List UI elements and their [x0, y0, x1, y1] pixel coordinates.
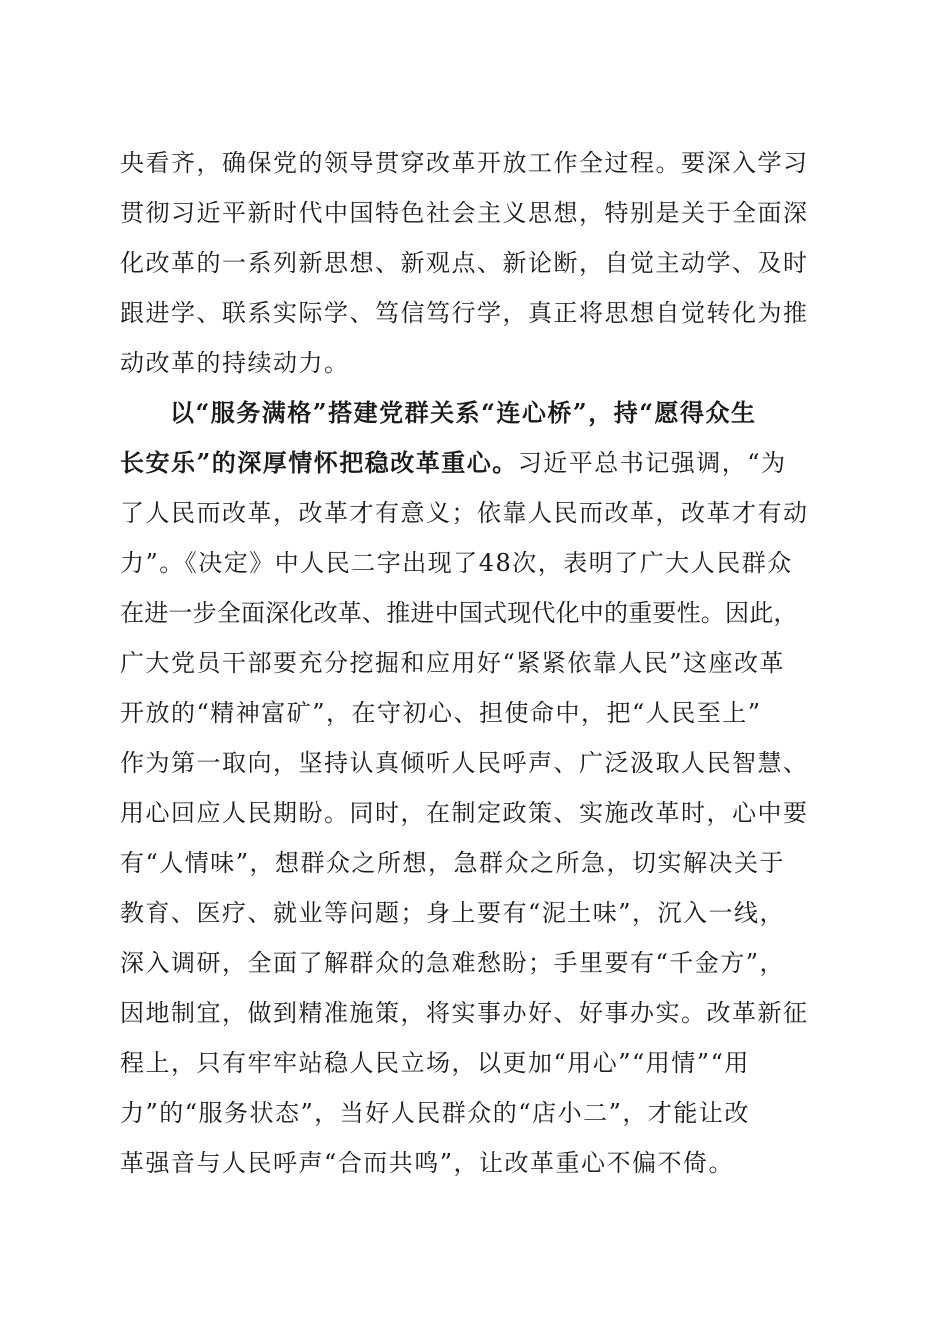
paragraph2-line-13: 因地制宜，做到精准施策，将实事办好、好事办实。改革新征 — [120, 999, 809, 1027]
paragraph2-line-12: 深入调研，全面了解群众的急难愁盼；手里要有“千金方”， — [120, 949, 786, 977]
paragraph2-line-5: 在进一步全面深化改革、推进中国式现代化中的重要性。因此， — [120, 599, 798, 627]
paragraph2-line-3: 了人民而改革，改革才有意义；依靠人民而改革，改革才有动 — [120, 499, 809, 527]
paragraph1-line-1: 央看齐，确保党的领导贯穿改革开放工作全过程。要深入学习 — [120, 149, 809, 177]
paragraph2-line-14: 程上，只有牢牢站稳人民立场，以更加“用心”“用情”“用 — [120, 1049, 750, 1077]
paragraph2-line-2 — [120, 438, 840, 488]
paragraph1-line-3: 化改革的一系列新思想、新观点、新论断，自觉主动学、及时 — [120, 249, 809, 277]
paragraph2-line-6: 广大党员干部要充分挖掘和应用好“紧紧依靠人民”这座改革 — [120, 649, 786, 677]
paragraph2-line-16: 革强音与人民呼声“合而共鸣”，让改革重心不偏不倚。 — [120, 1149, 735, 1177]
paragraph2-line-7: 开放的“精神富矿”，在守初心、担使命中，把“人民至上” — [120, 699, 762, 727]
paragraph2-line-9: 用心回应人民期盼。同时，在制定政策、实施改革时，心中要 — [120, 799, 809, 827]
paragraph2-line-2-rest: 习近平总书记强调，“为 — [517, 449, 787, 477]
paragraph2-heading-line-2: 长安乐”的深厚情怀把稳改革重心。 — [120, 448, 518, 477]
paragraph2-line-11: 教育、医疗、就业等问题；身上要有“泥土味”，沉入一线， — [120, 899, 786, 927]
body-text — [120, 138, 840, 1188]
paragraph1-line-5: 动改革的持续动力。 — [120, 349, 350, 377]
paragraph1-line-2: 贯彻习近平新时代中国特色社会主义思想，特别是关于全面深 — [120, 199, 809, 227]
paragraph2-line-15: 力”的“服务状态”，当好人民群众的“店小二”，才能让改 — [120, 1099, 750, 1127]
paragraph2-line-4: 力”。《决定》中人民二字出现了48次，表明了广大人民群众 — [120, 549, 793, 577]
paragraph2-heading-line-1: 以“服务满格”搭建党群关系“连心桥”，持“愿得众生 — [170, 398, 757, 427]
paragraph2-line-10: 有“人情味”，想群众之所想，急群众之所急，切实解决关于 — [120, 849, 786, 877]
paragraph1-line-4: 跟进学、联系实际学、笃信笃行学，真正将思想自觉转化为推 — [120, 299, 809, 327]
paragraph2-line-8: 作为第一取向，坚持认真倾听人民呼声、广泛汲取人民智慧、 — [120, 749, 809, 777]
